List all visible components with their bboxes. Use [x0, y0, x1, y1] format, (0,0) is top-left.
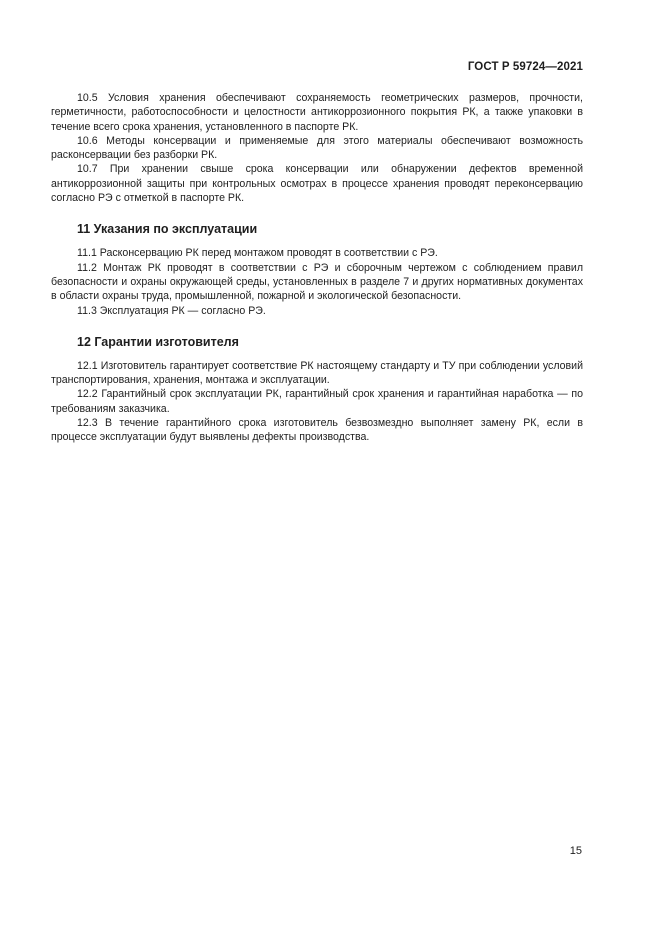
section-heading: 11 Указания по эксплуатации — [77, 222, 258, 237]
paragraph-12-2: 12.2 Гарантийный срок эксплуатации РК, гарантийный срок хранения и гарантийная наработка — по требованиям заказчика. — [51, 388, 583, 415]
paragraph-11-3: 11.3 Эксплуатация РК — согласно РЭ. — [77, 304, 266, 317]
section-12 — [51, 334, 583, 445]
document-body — [51, 91, 583, 445]
paragraph-10-7: 10.7 При хранении свыше срока консервации или обнаружении дефектов временной антикоррозионной защиты при контрольных осмотрах в процессе хранения проводят переконсервацию согласно РЭ с отметкой в паспорте РК. — [51, 163, 583, 205]
page-number: 15 — [569, 845, 582, 857]
paragraph-12-3: 12.3 В течение гарантийного срока изготовитель безвозмездно выполняет замену РК, если в процессе эксплуатации будут выявлены дефекты производства. — [51, 417, 583, 444]
section-11 — [51, 221, 583, 317]
document-code: ГОСТ Р 59724—2021 — [467, 61, 583, 73]
paragraph-10-5: 10.5 Условия хранения обеспечивают сохраняемость геометрических размеров, прочности, герметичности, работоспособности и целостности антикоррозионного покрытия РК, а также упаковки в течение всего срока хранения, установленного в паспорте РК. — [51, 92, 583, 133]
paragraph-10-6: 10.6 Методы консервации и применяемые для этого материалы обеспечивают возможность расконсервации без разборки РК. — [51, 134, 583, 162]
paragraph-11-1: 11.1 Расконсервацию РК перед монтажом проводят в соответствии с РЭ. — [77, 247, 438, 260]
paragraph-12-1: 12.1 Изготовитель гарантирует соответствие РК настоящему стандарту и ТУ при соблюдении условий транспортирования, хранения, монтажа и эксплуатации. — [51, 359, 583, 387]
paragraph-11-2: 11.2 Монтаж РК проводят в соответствии с РЭ и сборочным чертежом с соблюдением правил безопасности и охраны окружающей среды, установленных в разделе 7 и других нормативных документах в области охраны труда, промышленной, пожарной и экологической безопасности. — [51, 261, 583, 303]
section-10-continuation — [51, 91, 583, 205]
section-heading: 12 Гарантии изготовителя — [77, 334, 239, 349]
